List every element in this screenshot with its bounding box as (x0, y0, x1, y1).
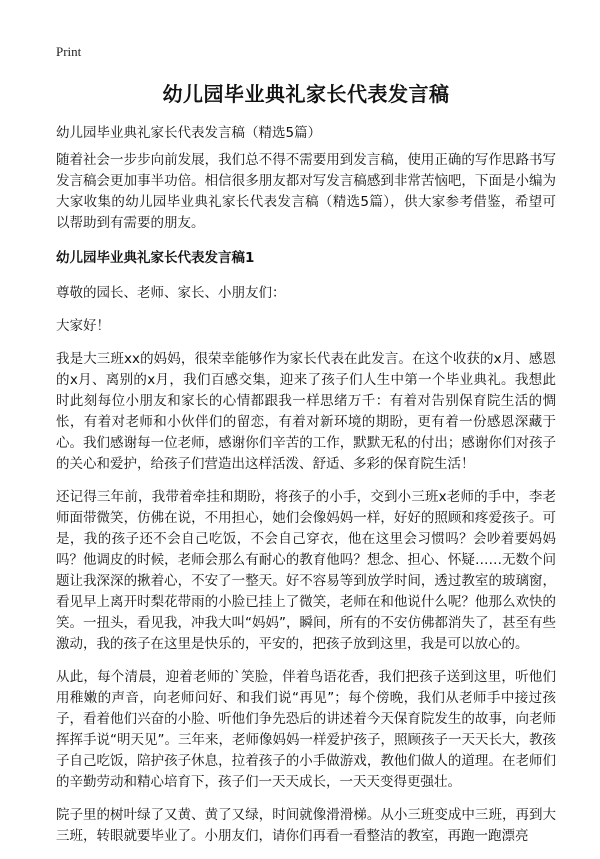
document-subtitle: 幼儿园毕业典礼家长代表发言稿（精选5篇） (56, 125, 322, 141)
intro-paragraph: 随着社会一步步向前发展，我们总不得不需要用到发言稿，使用正确的写作思路书写发言稿会更加事半功倍。相信很多朋友都对写发言稿感到非常苦恼吧，下面是小编为大家收集的幼儿园毕业典礼家长代表发言稿（精选5篇），供大家参考借鉴，希望可以帮助到有需要的朋友。 (56, 152, 556, 231)
body-paragraph: 从此，每个清晨，迎着老师的`笑脸，伴着鸟语花香，我们把孩子送到这里，听他们用稚嫩的声音，向老师问好、和我们说“再见”；每个傍晚，我们从老师手中接过孩子，看着他们兴奋的小脸、听他们争先恐后的讲述着今天保育院发生的故事，向老师挥挥手说“明天见”。三年来，老师像妈妈一样爱护孩子，照顾孩子一天天长大，教孩子自己吃饭，陪护孩子休息，拉着孩子的小手做游戏，教他们做人的道理。在老师们的辛勤劳动和精心培育下，孩子们一天天成长，一天天变得更强壮。 (56, 669, 556, 790)
greeting: 大家好！ (56, 318, 110, 334)
section-heading: 幼儿园毕业典礼家长代表发言稿1 (56, 250, 255, 266)
body-paragraph: 还记得三年前，我带着牵挂和期盼，将孩子的小手，交到小三班x老师的手中，李老师面带微笑，仿佛在说，不用担心，她们会像妈妈一样，好好的照顾和疼爱孩子。可是，我的孩子还不会自己吃饭，不会自己穿衣，他在这里会习惯吗？会吵着要妈妈吗？他调皮的时候，老师会那么有耐心的教育他吗？想念、担心、怀疑……无数个问题让我深深的揪着心，不安了一整天。好不容易等到放学时间，透过教室的玻璃窗，看见早上离开时梨花带雨的小脸已挂上了微笑，老师在和他说什么呢？他那么欢快的笑。一扭头，看见我，冲我大叫“妈妈”，瞬间，所有的不安仿佛都消失了，甚至有些激动，我的孩子在这里是快乐的，平安的，把孩子放到这里，我是可以放心的。 (56, 489, 556, 652)
print-link[interactable]: Print (56, 44, 82, 59)
page-title: 幼儿园毕业典礼家长代表发言稿 (162, 82, 450, 106)
document-body (56, 150, 556, 859)
body-paragraph: 院子里的树叶绿了又黄、黄了又绿，时间就像滑滑梯。从小三班变成中三班，再到大三班，转眼就要毕业了。小朋友们，请你们再看一看整洁的教室，再跑一跑漂亮 (56, 807, 556, 844)
salutation: 尊敬的园长、老师、家长、小朋友们： (56, 285, 286, 301)
body-paragraph: 我是大三班xx的妈妈，很荣幸能够作为家长代表在此发言。在这个收获的x月、感恩的x月、离别的x月，我们百感交集，迎来了孩子们人生中第一个毕业典礼。我想此时此刻每位小朋友和家长的心情都跟我一样思绪万千：有着对告别保育院生活的惆怅，有着对老师和小伙伴们的留恋，有着对新环境的期盼，更有着一份感恩深藏于心。我们感谢每一位老师，感谢你们辛苦的工作，默默无私的付出；感谢你们对孩子的关心和爱护，给孩子们营造出这样活泼、舒适、多彩的保育院生活！ (56, 351, 556, 472)
